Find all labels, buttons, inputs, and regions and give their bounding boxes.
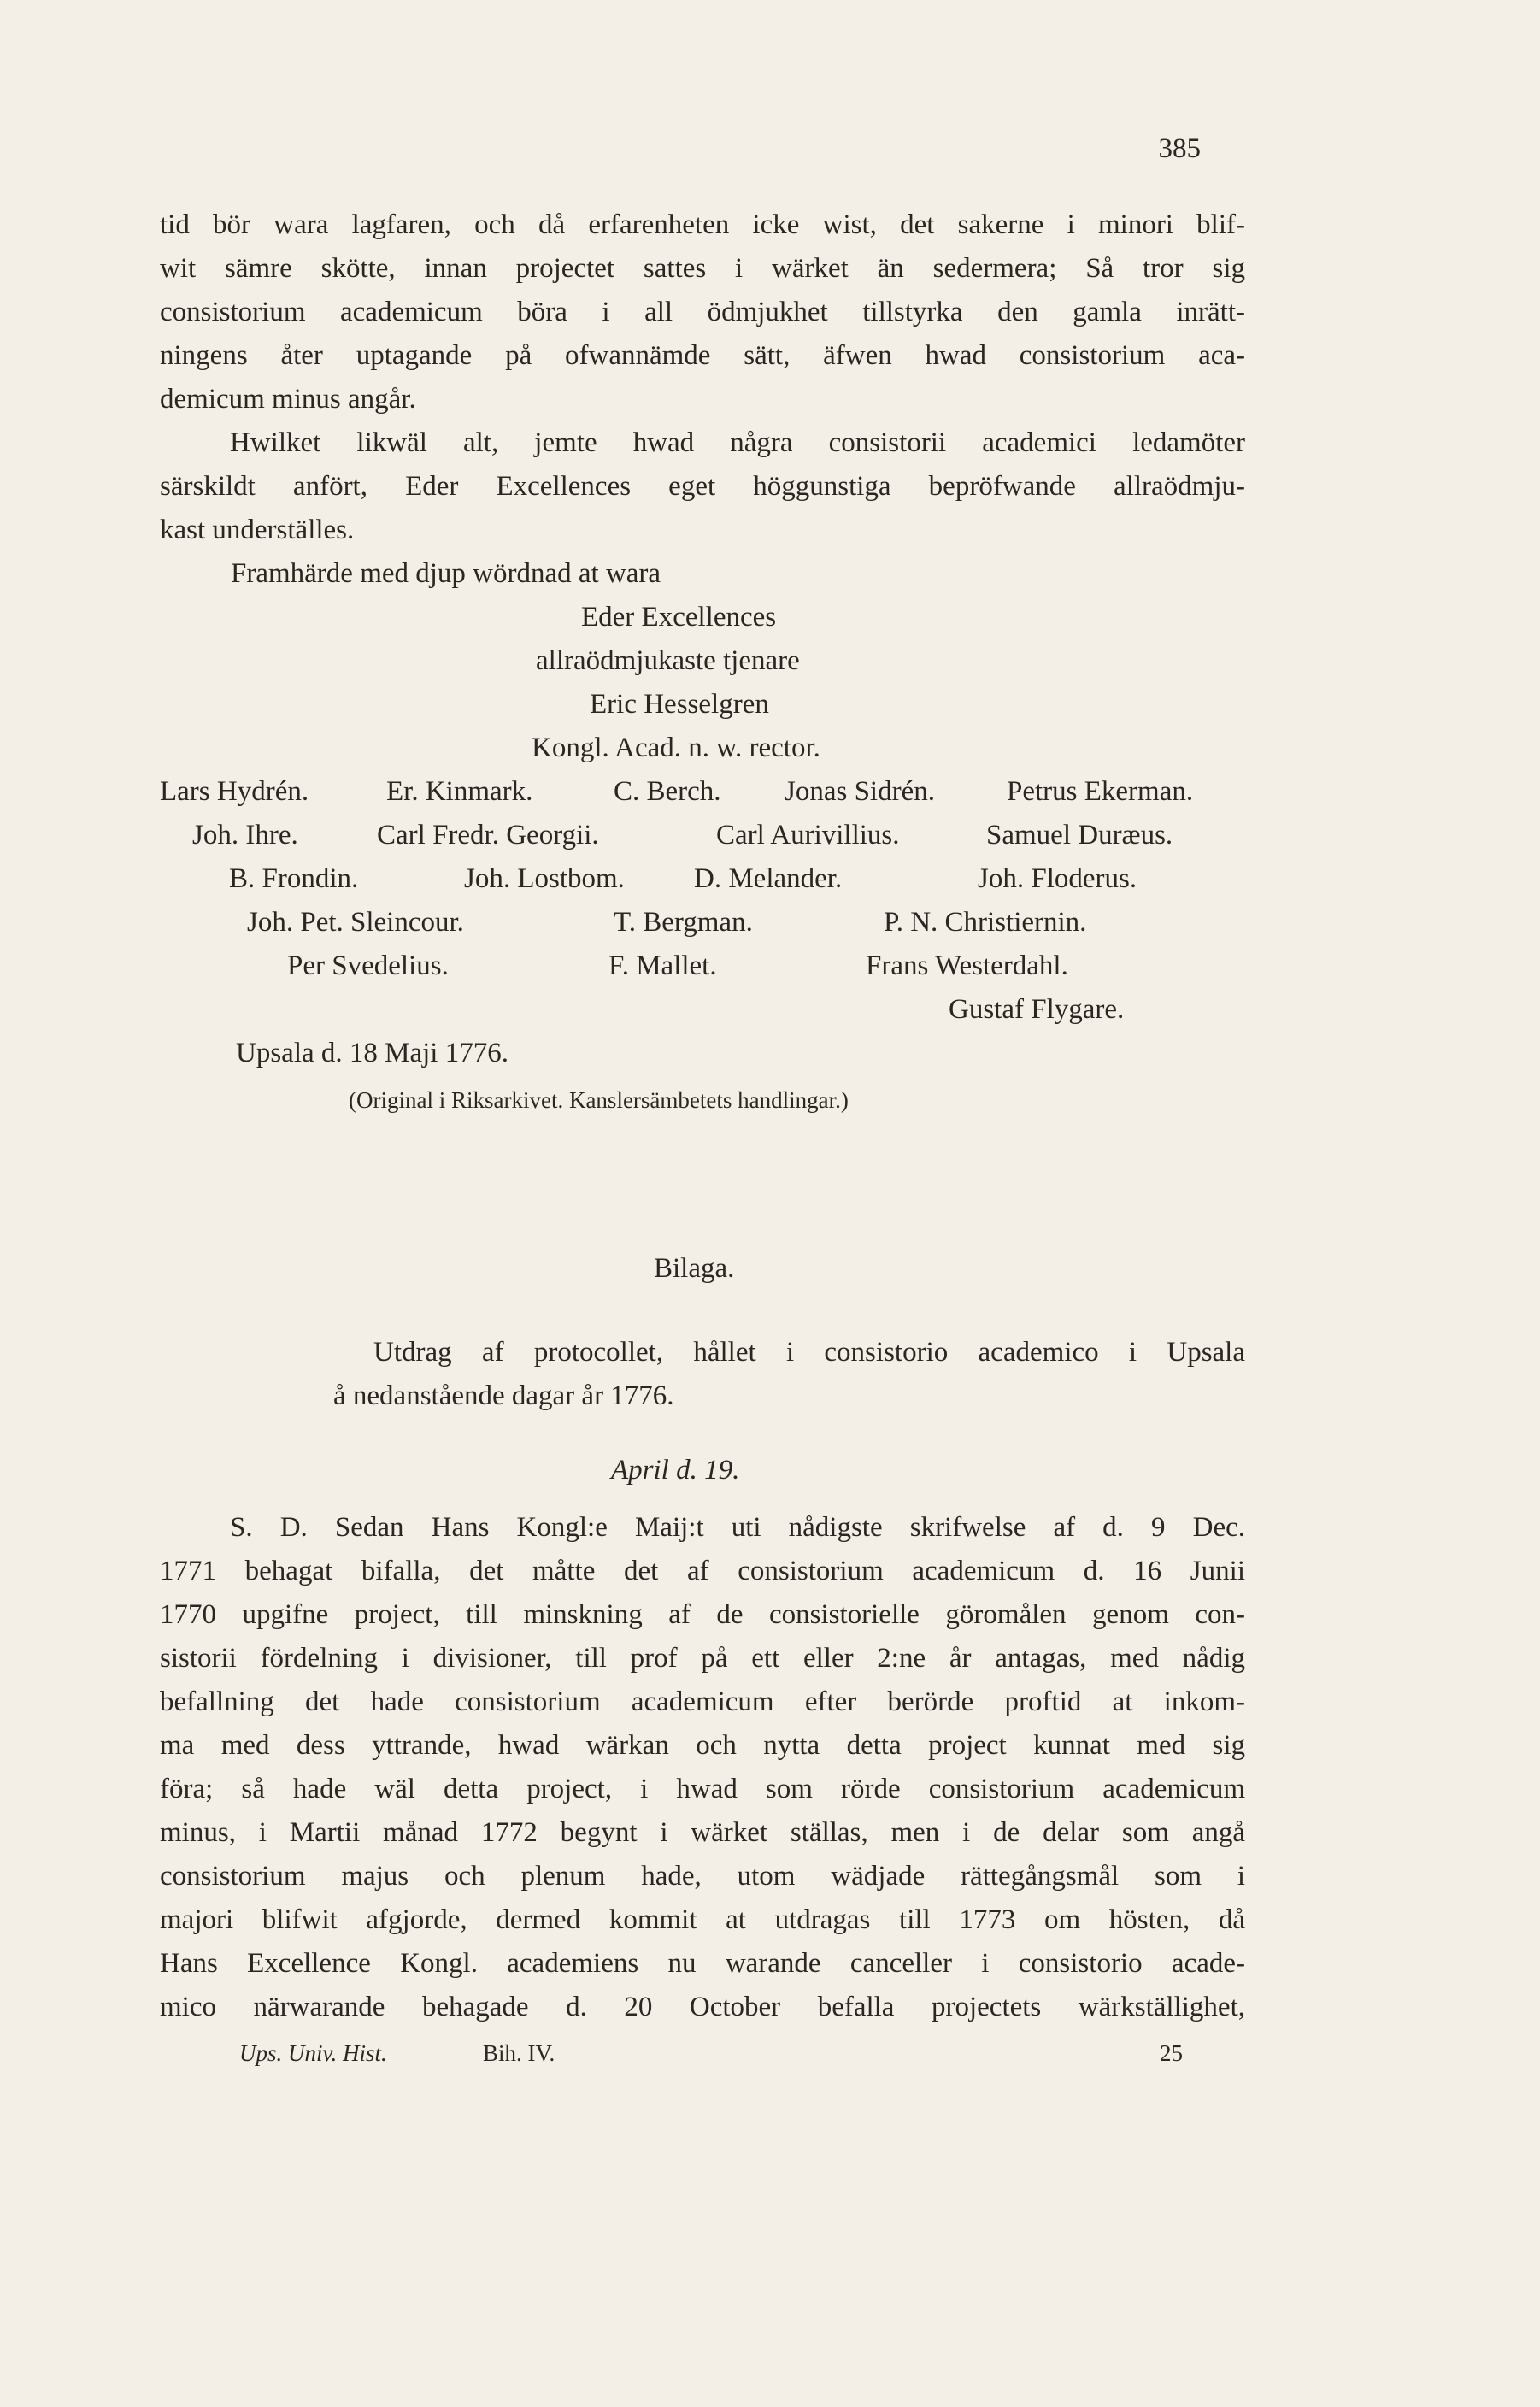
signatory: Joh. Pet. Sleincour.: [247, 907, 464, 938]
text-line: föra; så hade wäl detta project, i hwad som rörde consistorium academicum: [160, 1774, 1245, 1804]
signature-name: Eric Hesselgren: [590, 689, 769, 720]
appendix-intro-line: å nedanstående dagar år 1776.: [333, 1380, 674, 1411]
text-line: consistorium academicum böra i all ödmjukhet tillstyrka den gamla inrätt-: [160, 297, 1245, 327]
text-line: Hwilket likwäl alt, jemte hwad några consistorii academici ledamöter: [230, 427, 1245, 458]
signatory: C. Berch.: [614, 776, 721, 807]
text-line: wit sämre skötte, innan projectet sattes i wärket än sedermera; Så tror sig: [160, 253, 1245, 284]
text-line: mico närwarande behagade d. 20 October befalla projectets wärkställighet,: [160, 1992, 1245, 2022]
text-line: 1771 behagat bifalla, det måtte det af consistorium academicum d. 16 Junii: [160, 1556, 1245, 1586]
signatory: Lars Hydrén.: [160, 776, 309, 807]
text-line: demicum minus angår.: [160, 384, 416, 415]
appendix-heading: Bilaga.: [654, 1253, 735, 1284]
signatory: Joh. Floderus.: [978, 863, 1137, 894]
text-line: kast underställes.: [160, 515, 355, 545]
signatory: Per Svedelius.: [287, 950, 449, 981]
closing-line: Eder Excellences: [581, 602, 777, 633]
signatory: Gustaf Flygare.: [949, 994, 1125, 1025]
signatory: Er. Kinmark.: [386, 776, 533, 807]
entry-date: April d. 19.: [611, 1455, 740, 1486]
signatory: Carl Fredr. Georgii.: [377, 820, 599, 850]
text-line: Hans Excellence Kongl. academiens nu warande canceller i consistorio acade-: [160, 1948, 1245, 1979]
place-date: Upsala d. 18 Maji 1776.: [236, 1038, 508, 1068]
text-line: tid bör wara lagfaren, och då erfarenheten icke wist, det sakerne i minori blif-: [160, 209, 1245, 240]
signatory: P. N. Christiernin.: [884, 907, 1087, 938]
text-line: 1770 upgifne project, till minskning af de consistorielle göromålen genom con-: [160, 1599, 1245, 1630]
text-line: minus, i Martii månad 1772 begynt i wärket ställas, men i de delar som angå: [160, 1817, 1245, 1848]
signatory: Joh. Lostbom.: [464, 863, 625, 894]
signatory: B. Frondin.: [229, 863, 359, 894]
footer-signature-mark: 25: [1160, 2040, 1183, 2066]
source-note: (Original i Riksarkivet. Kanslersämbetets handlingar.): [349, 1087, 849, 1113]
paragraph-2: [160, 421, 1245, 552]
text-line: ma med dess yttrande, hwad wärkan och nytta detta project kunnat med sig: [160, 1730, 1245, 1761]
closing-line: allraödmjukaste tjenare: [536, 645, 800, 676]
appendix-body: [160, 1506, 1245, 2029]
paragraph-1: [160, 203, 1245, 421]
text-line: S. D. Sedan Hans Kongl:e Maij:t uti nådigste skrifwelse af d. 9 Dec.: [230, 1512, 1245, 1543]
footer-title: Ups. Univ. Hist.: [239, 2040, 387, 2066]
text-line: sistorii fördelning i divisioner, till prof på ett eller 2:ne år antagas, med nådig: [160, 1643, 1245, 1674]
closing-line: Framhärde med djup wördnad at wara: [231, 558, 661, 589]
signatory: Petrus Ekerman.: [1007, 776, 1194, 807]
signatory: Samuel Duræus.: [986, 820, 1173, 850]
text-line: särskildt anfört, Eder Excellences eget höggunstiga bepröfwande allraödmju-: [160, 471, 1245, 502]
signature-title: Kongl. Acad. n. w. rector.: [532, 733, 820, 763]
signatory: Frans Westerdahl.: [866, 950, 1068, 981]
appendix-intro-line: Utdrag af protocollet, hållet i consistorio academico i Upsala: [373, 1337, 1245, 1368]
text-line: majori blifwit afgjorde, dermed kommit at utdragas till 1773 om hösten, då: [160, 1904, 1245, 1935]
text-line: befallning det hade consistorium academicum efter berörde proftid at inkom-: [160, 1686, 1245, 1717]
signatory: T. Bergman.: [614, 907, 753, 938]
signatory: Carl Aurivillius.: [716, 820, 900, 850]
page-number: 385: [1158, 133, 1201, 164]
footer-volume: Bih. IV.: [483, 2040, 555, 2066]
signatory: Joh. Ihre.: [192, 820, 298, 850]
signatory: F. Mallet.: [608, 950, 717, 981]
text-line: ningens åter uptagande på ofwannämde sätt, äfwen hwad consistorium aca-: [160, 340, 1245, 371]
text-line: consistorium majus och plenum hade, utom wädjade rättegångsmål som i: [160, 1861, 1245, 1892]
signatory: Jonas Sidrén.: [785, 776, 935, 807]
signatory: D. Melander.: [694, 863, 843, 894]
